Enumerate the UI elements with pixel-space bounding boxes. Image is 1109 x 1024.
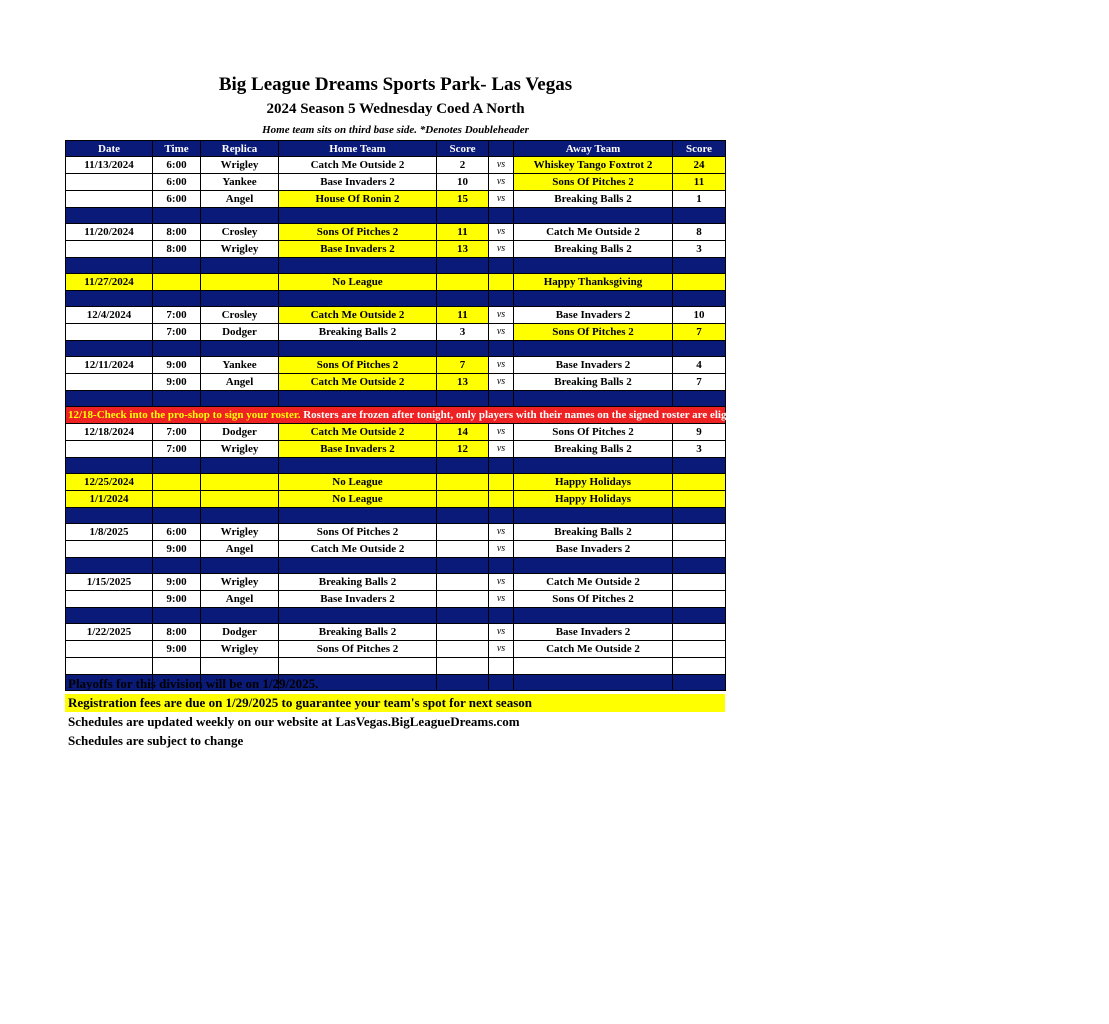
game-row bbox=[66, 157, 726, 174]
separator-cell bbox=[673, 508, 726, 524]
vs-cell: vs bbox=[489, 174, 514, 191]
date-cell bbox=[66, 641, 153, 658]
home-score-cell bbox=[437, 624, 489, 641]
col-vs bbox=[489, 141, 514, 157]
home-score-cell: 14 bbox=[437, 424, 489, 441]
replica-cell: Wrigley bbox=[201, 574, 279, 591]
home-team-cell: Breaking Balls 2 bbox=[279, 574, 437, 591]
away-score-cell: 10 bbox=[673, 307, 726, 324]
replica-cell: Wrigley bbox=[201, 641, 279, 658]
home-team-cell: Base Invaders 2 bbox=[279, 441, 437, 458]
vs-cell bbox=[489, 491, 514, 508]
separator-row bbox=[66, 608, 726, 624]
away-score-cell: 4 bbox=[673, 357, 726, 374]
away-score-cell bbox=[673, 274, 726, 291]
date-cell: 12/25/2024 bbox=[66, 474, 153, 491]
vs-cell: vs bbox=[489, 357, 514, 374]
home-team-cell: Sons Of Pitches 2 bbox=[279, 641, 437, 658]
home-score-cell: 11 bbox=[437, 224, 489, 241]
separator-cell bbox=[201, 458, 279, 474]
separator-cell bbox=[489, 258, 514, 274]
separator-row bbox=[66, 391, 726, 407]
time-cell: 8:00 bbox=[153, 241, 201, 258]
time-cell: 9:00 bbox=[153, 374, 201, 391]
vs-cell: vs bbox=[489, 641, 514, 658]
page-subtitle: 2024 Season 5 Wednesday Coed A North bbox=[266, 101, 525, 117]
date-cell bbox=[66, 441, 153, 458]
separator-cell bbox=[437, 341, 489, 357]
away-score-cell: 8 bbox=[673, 224, 726, 241]
separator-row bbox=[66, 341, 726, 357]
away-score-cell: 9 bbox=[673, 424, 726, 441]
separator-cell bbox=[279, 208, 437, 224]
home-team-cell: Sons Of Pitches 2 bbox=[279, 524, 437, 541]
replica-cell: Dodger bbox=[201, 324, 279, 341]
home-team-cell: Catch Me Outside 2 bbox=[279, 374, 437, 391]
roster-notice-row bbox=[66, 407, 726, 424]
separator-cell bbox=[514, 391, 673, 407]
schedule-body bbox=[66, 157, 1109, 691]
replica-cell: Angel bbox=[201, 191, 279, 208]
home-score-cell bbox=[437, 591, 489, 608]
col-time: Time bbox=[153, 141, 201, 157]
home-team-cell: Sons Of Pitches 2 bbox=[279, 357, 437, 374]
home-score-cell bbox=[437, 524, 489, 541]
vs-cell: vs bbox=[489, 191, 514, 208]
away-team-cell: Sons Of Pitches 2 bbox=[514, 424, 673, 441]
date-cell bbox=[66, 174, 153, 191]
separator-cell bbox=[437, 391, 489, 407]
separator-cell bbox=[489, 391, 514, 407]
separator-cell bbox=[153, 208, 201, 224]
col-date: Date bbox=[66, 141, 153, 157]
time-cell: 7:00 bbox=[153, 307, 201, 324]
separator-cell bbox=[279, 608, 437, 624]
separator-cell bbox=[66, 391, 153, 407]
separator-cell bbox=[514, 608, 673, 624]
home-team-cell: House Of Ronin 2 bbox=[279, 191, 437, 208]
separator-cell bbox=[514, 208, 673, 224]
away-score-cell bbox=[673, 541, 726, 558]
separator-cell bbox=[489, 208, 514, 224]
separator-cell bbox=[514, 558, 673, 574]
separator-cell bbox=[514, 341, 673, 357]
replica-cell: Dodger bbox=[201, 424, 279, 441]
separator-cell bbox=[489, 558, 514, 574]
away-team-cell: Happy Holidays bbox=[514, 491, 673, 508]
game-row bbox=[66, 307, 726, 324]
separator-cell bbox=[201, 508, 279, 524]
home-team-cell: Sons Of Pitches 2 bbox=[279, 224, 437, 241]
home-score-cell bbox=[437, 574, 489, 591]
away-team-cell: Catch Me Outside 2 bbox=[514, 574, 673, 591]
separator-cell bbox=[489, 608, 514, 624]
away-team-cell: Happy Thanksgiving bbox=[514, 274, 673, 291]
time-cell: 6:00 bbox=[153, 174, 201, 191]
separator-cell bbox=[153, 508, 201, 524]
col-away-team: Away Team bbox=[514, 141, 673, 157]
date-cell: 12/18/2024 bbox=[66, 424, 153, 441]
time-cell: 7:00 bbox=[153, 441, 201, 458]
separator-cell bbox=[153, 458, 201, 474]
vs-cell: vs bbox=[489, 424, 514, 441]
replica-cell: Dodger bbox=[201, 624, 279, 641]
separator-cell bbox=[66, 208, 153, 224]
home-score-cell bbox=[437, 641, 489, 658]
date-cell: 12/11/2024 bbox=[66, 357, 153, 374]
roster-notice bbox=[66, 407, 1109, 424]
separator-row bbox=[66, 508, 726, 524]
home-score-cell: 11 bbox=[437, 307, 489, 324]
date-cell bbox=[66, 591, 153, 608]
separator-cell bbox=[279, 291, 437, 307]
empty-cell bbox=[153, 658, 201, 675]
away-score-cell: 3 bbox=[673, 441, 726, 458]
separator-row bbox=[66, 258, 726, 274]
separator-cell bbox=[514, 675, 673, 691]
time-cell bbox=[153, 474, 201, 491]
away-team-cell: Whiskey Tango Foxtrot 2 bbox=[514, 157, 673, 174]
separator-cell bbox=[153, 258, 201, 274]
col-away-score: Score bbox=[673, 141, 726, 157]
separator-cell bbox=[66, 341, 153, 357]
home-score-cell: 10 bbox=[437, 174, 489, 191]
date-cell bbox=[66, 541, 153, 558]
home-score-cell bbox=[437, 541, 489, 558]
separator-cell bbox=[437, 208, 489, 224]
time-cell: 7:00 bbox=[153, 424, 201, 441]
away-team-cell: Base Invaders 2 bbox=[514, 357, 673, 374]
home-team-cell: Catch Me Outside 2 bbox=[279, 424, 437, 441]
separator-cell bbox=[437, 258, 489, 274]
home-score-cell: 7 bbox=[437, 357, 489, 374]
game-row bbox=[66, 374, 726, 391]
time-cell: 9:00 bbox=[153, 591, 201, 608]
replica-cell: Yankee bbox=[201, 174, 279, 191]
home-score-cell: 13 bbox=[437, 374, 489, 391]
game-row bbox=[66, 191, 726, 208]
separator-cell bbox=[153, 341, 201, 357]
home-team-cell: Breaking Balls 2 bbox=[279, 624, 437, 641]
notice-highlight: Check into the pro-shop to sign your roster. bbox=[96, 409, 301, 421]
notice-rest: Rosters are frozen after tonight, only players with their names on the signed roster are eligible for playoffs. Please check carefully as changes will not be made for omissions. bbox=[300, 409, 1109, 421]
vs-cell: vs bbox=[489, 307, 514, 324]
date-cell bbox=[66, 241, 153, 258]
replica-cell bbox=[201, 491, 279, 508]
home-team-cell: Base Invaders 2 bbox=[279, 174, 437, 191]
time-cell: 9:00 bbox=[153, 357, 201, 374]
separator-cell bbox=[437, 608, 489, 624]
game-row bbox=[66, 591, 726, 608]
away-team-cell: Base Invaders 2 bbox=[514, 541, 673, 558]
away-score-cell: 24 bbox=[673, 157, 726, 174]
vs-cell: vs bbox=[489, 574, 514, 591]
separator-cell bbox=[153, 558, 201, 574]
date-cell: 11/27/2024 bbox=[66, 274, 153, 291]
time-cell: 9:00 bbox=[153, 574, 201, 591]
separator-cell bbox=[489, 675, 514, 691]
home-score-cell: 12 bbox=[437, 441, 489, 458]
separator-cell bbox=[673, 391, 726, 407]
away-score-cell bbox=[673, 624, 726, 641]
vs-cell: vs bbox=[489, 591, 514, 608]
vs-cell: vs bbox=[489, 157, 514, 174]
separator-cell bbox=[153, 608, 201, 624]
separator-row bbox=[66, 208, 726, 224]
separator-cell bbox=[437, 291, 489, 307]
home-team-cell: No League bbox=[279, 491, 437, 508]
vs-cell: vs bbox=[489, 541, 514, 558]
col-home-score: Score bbox=[437, 141, 489, 157]
away-score-cell bbox=[673, 591, 726, 608]
away-team-cell: Breaking Balls 2 bbox=[514, 441, 673, 458]
time-cell: 8:00 bbox=[153, 224, 201, 241]
game-row bbox=[66, 224, 726, 241]
away-score-cell bbox=[673, 474, 726, 491]
away-score-cell bbox=[673, 574, 726, 591]
empty-row bbox=[66, 658, 726, 675]
away-team-cell: Breaking Balls 2 bbox=[514, 241, 673, 258]
away-team-cell: Breaking Balls 2 bbox=[514, 374, 673, 391]
separator-cell bbox=[201, 341, 279, 357]
separator-cell bbox=[673, 208, 726, 224]
time-cell bbox=[153, 491, 201, 508]
away-score-cell bbox=[673, 524, 726, 541]
vs-cell: vs bbox=[489, 524, 514, 541]
separator-cell bbox=[514, 291, 673, 307]
separator-cell bbox=[66, 458, 153, 474]
home-team-cell: Catch Me Outside 2 bbox=[279, 307, 437, 324]
separator-cell bbox=[514, 458, 673, 474]
date-cell: 11/20/2024 bbox=[66, 224, 153, 241]
away-team-cell: Breaking Balls 2 bbox=[514, 191, 673, 208]
separator-cell bbox=[514, 508, 673, 524]
time-cell: 9:00 bbox=[153, 641, 201, 658]
separator-cell bbox=[66, 558, 153, 574]
vs-cell bbox=[489, 274, 514, 291]
home-team-note: Home team sits on third base side. *Denotes Doubleheader bbox=[262, 124, 529, 136]
separator-cell bbox=[279, 258, 437, 274]
game-row bbox=[66, 624, 726, 641]
separator-cell bbox=[489, 458, 514, 474]
date-cell: 1/15/2025 bbox=[66, 574, 153, 591]
vs-cell bbox=[489, 474, 514, 491]
separator-cell bbox=[489, 508, 514, 524]
separator-cell bbox=[279, 391, 437, 407]
game-row bbox=[66, 174, 726, 191]
time-cell: 6:00 bbox=[153, 157, 201, 174]
separator-cell bbox=[437, 675, 489, 691]
replica-cell: Angel bbox=[201, 374, 279, 391]
separator-cell bbox=[437, 558, 489, 574]
home-team-cell: No League bbox=[279, 474, 437, 491]
separator-cell bbox=[673, 458, 726, 474]
game-row bbox=[66, 324, 726, 341]
separator-cell bbox=[437, 458, 489, 474]
empty-cell bbox=[673, 658, 726, 675]
replica-cell: Crosley bbox=[201, 224, 279, 241]
game-row bbox=[66, 424, 726, 441]
away-team-cell: Catch Me Outside 2 bbox=[514, 224, 673, 241]
replica-cell: Wrigley bbox=[201, 441, 279, 458]
home-team-cell: No League bbox=[279, 274, 437, 291]
holiday-row bbox=[66, 474, 726, 491]
registration-note: Registration fees are due on 1/29/2025 to guarantee your team's spot for next season bbox=[65, 694, 725, 712]
separator-cell bbox=[673, 558, 726, 574]
home-team-cell: Catch Me Outside 2 bbox=[279, 157, 437, 174]
page-title: Big League Dreams Sports Park- Las Vegas bbox=[218, 74, 573, 95]
home-team-cell: Base Invaders 2 bbox=[279, 591, 437, 608]
separator-cell bbox=[201, 391, 279, 407]
time-cell: 6:00 bbox=[153, 524, 201, 541]
separator-row bbox=[66, 458, 726, 474]
home-score-cell bbox=[437, 274, 489, 291]
game-row bbox=[66, 641, 726, 658]
holiday-row bbox=[66, 491, 726, 508]
separator-cell bbox=[489, 291, 514, 307]
separator-cell bbox=[673, 675, 726, 691]
away-team-cell: Sons Of Pitches 2 bbox=[514, 324, 673, 341]
away-score-cell: 1 bbox=[673, 191, 726, 208]
game-row bbox=[66, 441, 726, 458]
separator-cell bbox=[279, 508, 437, 524]
away-score-cell: 11 bbox=[673, 174, 726, 191]
empty-cell bbox=[489, 658, 514, 675]
separator-cell bbox=[279, 341, 437, 357]
replica-cell: Crosley bbox=[201, 307, 279, 324]
separator-cell bbox=[673, 608, 726, 624]
away-team-cell: Catch Me Outside 2 bbox=[514, 641, 673, 658]
separator-cell bbox=[66, 508, 153, 524]
separator-cell bbox=[201, 208, 279, 224]
empty-cell bbox=[66, 658, 153, 675]
separator-cell bbox=[514, 258, 673, 274]
date-cell bbox=[66, 324, 153, 341]
date-cell: 1/22/2025 bbox=[66, 624, 153, 641]
separator-cell bbox=[66, 258, 153, 274]
away-team-cell: Happy Holidays bbox=[514, 474, 673, 491]
date-cell bbox=[66, 191, 153, 208]
col-home-team: Home Team bbox=[279, 141, 437, 157]
game-row bbox=[66, 241, 726, 258]
empty-cell bbox=[514, 658, 673, 675]
separator-cell bbox=[153, 391, 201, 407]
separator-row bbox=[66, 558, 726, 574]
separator-row bbox=[66, 291, 726, 307]
away-score-cell: 3 bbox=[673, 241, 726, 258]
vs-cell: vs bbox=[489, 224, 514, 241]
empty-cell bbox=[437, 658, 489, 675]
separator-cell bbox=[279, 458, 437, 474]
game-row bbox=[66, 357, 726, 374]
date-cell: 1/8/2025 bbox=[66, 524, 153, 541]
home-score-cell bbox=[437, 491, 489, 508]
time-cell: 8:00 bbox=[153, 624, 201, 641]
date-cell: 11/13/2024 bbox=[66, 157, 153, 174]
separator-cell bbox=[673, 341, 726, 357]
replica-cell: Angel bbox=[201, 591, 279, 608]
separator-cell bbox=[66, 608, 153, 624]
home-score-cell: 2 bbox=[437, 157, 489, 174]
away-score-cell bbox=[673, 491, 726, 508]
away-score-cell: 7 bbox=[673, 374, 726, 391]
time-cell: 7:00 bbox=[153, 324, 201, 341]
holiday-row bbox=[66, 274, 726, 291]
separator-cell bbox=[201, 608, 279, 624]
game-row bbox=[66, 524, 726, 541]
vs-cell: vs bbox=[489, 324, 514, 341]
vs-cell: vs bbox=[489, 624, 514, 641]
separator-cell bbox=[279, 558, 437, 574]
date-cell: 12/4/2024 bbox=[66, 307, 153, 324]
home-score-cell bbox=[437, 474, 489, 491]
away-team-cell: Sons Of Pitches 2 bbox=[514, 591, 673, 608]
col-replica: Replica bbox=[201, 141, 279, 157]
schedule-table bbox=[65, 140, 1109, 691]
replica-cell: Wrigley bbox=[201, 524, 279, 541]
replica-cell: Yankee bbox=[201, 357, 279, 374]
replica-cell bbox=[201, 474, 279, 491]
away-score-cell bbox=[673, 641, 726, 658]
away-team-cell: Base Invaders 2 bbox=[514, 307, 673, 324]
home-team-cell: Base Invaders 2 bbox=[279, 241, 437, 258]
home-team-cell: Catch Me Outside 2 bbox=[279, 541, 437, 558]
separator-cell bbox=[673, 291, 726, 307]
game-row bbox=[66, 541, 726, 558]
change-note: Schedules are subject to change bbox=[68, 733, 244, 748]
vs-cell: vs bbox=[489, 241, 514, 258]
separator-cell bbox=[673, 258, 726, 274]
home-score-cell: 3 bbox=[437, 324, 489, 341]
time-cell bbox=[153, 274, 201, 291]
separator-cell bbox=[201, 558, 279, 574]
away-team-cell: Sons Of Pitches 2 bbox=[514, 174, 673, 191]
replica-cell: Wrigley bbox=[201, 157, 279, 174]
schedule-header-row bbox=[66, 141, 726, 157]
replica-cell: Angel bbox=[201, 541, 279, 558]
notice-date: 12/18- bbox=[68, 409, 97, 421]
separator-cell bbox=[66, 291, 153, 307]
game-row bbox=[66, 574, 726, 591]
home-score-cell: 13 bbox=[437, 241, 489, 258]
playoffs-note: Playoffs for this division will be on 1/29/2025. bbox=[68, 676, 319, 691]
home-score-cell: 15 bbox=[437, 191, 489, 208]
away-team-cell: Breaking Balls 2 bbox=[514, 524, 673, 541]
vs-cell: vs bbox=[489, 374, 514, 391]
separator-cell bbox=[489, 341, 514, 357]
home-team-cell: Breaking Balls 2 bbox=[279, 324, 437, 341]
separator-cell bbox=[153, 291, 201, 307]
separator-cell bbox=[437, 508, 489, 524]
separator-cell bbox=[201, 258, 279, 274]
date-cell: 1/1/2024 bbox=[66, 491, 153, 508]
empty-cell bbox=[279, 658, 437, 675]
away-team-cell: Base Invaders 2 bbox=[514, 624, 673, 641]
replica-cell bbox=[201, 274, 279, 291]
date-cell bbox=[66, 374, 153, 391]
away-score-cell: 7 bbox=[673, 324, 726, 341]
replica-cell: Wrigley bbox=[201, 241, 279, 258]
empty-cell bbox=[201, 658, 279, 675]
time-cell: 9:00 bbox=[153, 541, 201, 558]
separator-cell bbox=[201, 291, 279, 307]
vs-cell: vs bbox=[489, 441, 514, 458]
time-cell: 6:00 bbox=[153, 191, 201, 208]
website-note: Schedules are updated weekly on our website at LasVegas.BigLeagueDreams.com bbox=[68, 714, 520, 729]
